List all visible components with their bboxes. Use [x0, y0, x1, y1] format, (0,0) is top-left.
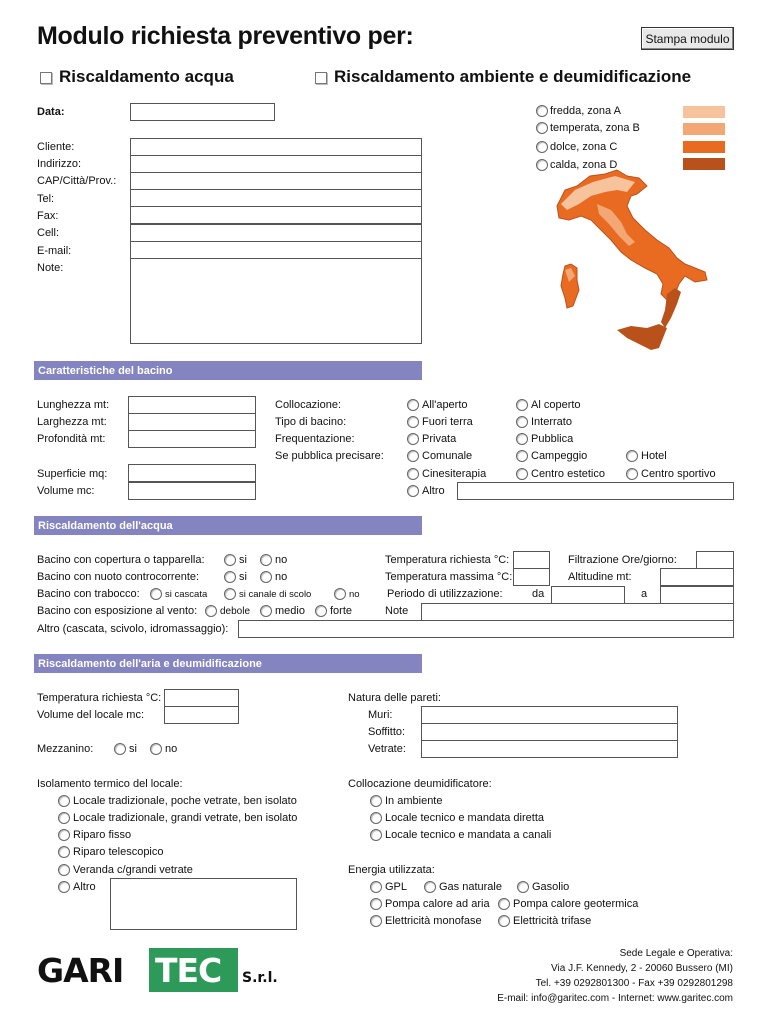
volume-label: Volume mc:	[37, 485, 95, 497]
private-radio[interactable]	[407, 433, 419, 445]
mezzanine-label: Mezzanino:	[37, 743, 94, 755]
public-specify-label: Se pubblica precisare:	[275, 450, 384, 462]
campsite-label: Campeggio	[531, 450, 588, 462]
cover-yes-label: si	[239, 554, 247, 566]
overflow-drain-radio[interactable]	[224, 588, 236, 600]
wind-medium-label: medio	[275, 605, 305, 617]
logo-gari-text: GARI	[37, 951, 124, 990]
overflow-no-label: no	[349, 589, 360, 600]
cell-label: Cell:	[37, 227, 60, 239]
wind-weak-label: debole	[220, 606, 251, 617]
address-label: Indirizzo:	[37, 158, 82, 170]
overflow-cascade-radio[interactable]	[150, 588, 162, 600]
wind-medium-radio[interactable]	[260, 605, 272, 617]
beauty-center-label: Centro estetico	[531, 468, 605, 480]
zone-c-radio[interactable]	[536, 141, 548, 153]
length-label: Lunghezza mt:	[37, 399, 110, 411]
overflow-drain-label: si canale di scolo	[239, 589, 312, 600]
address-field[interactable]	[130, 155, 422, 173]
period-to-field[interactable]	[660, 586, 734, 604]
energy-gpl-label: GPL	[385, 881, 408, 893]
counter-current-no-radio[interactable]	[260, 571, 272, 583]
date-field[interactable]	[130, 103, 275, 121]
energy-natural-gas-label: Gas naturale	[439, 881, 502, 893]
cover-no-label: no	[275, 554, 288, 566]
energy-diesel-radio[interactable]	[517, 881, 529, 893]
energy-single-phase-label: Elettricità monofase	[385, 915, 482, 927]
water-other-field[interactable]	[238, 620, 734, 638]
wind-strong-label: forte	[330, 605, 353, 617]
outdoor-radio[interactable]	[407, 399, 419, 411]
counter-current-yes-radio[interactable]	[224, 571, 236, 583]
wind-weak-radio[interactable]	[205, 605, 217, 617]
zone-d-label: calda, zona D	[550, 159, 618, 171]
insulation-option-radio[interactable]	[58, 846, 70, 858]
ceiling-label: Soffitto:	[368, 726, 406, 738]
surface-label: Superficie mq:	[37, 468, 108, 480]
municipal-radio[interactable]	[407, 450, 419, 462]
email-field[interactable]	[130, 241, 422, 259]
width-label: Larghezza mt:	[37, 416, 107, 428]
mezzanine-no-radio[interactable]	[150, 743, 162, 755]
insulation-other-radio[interactable]	[58, 881, 70, 893]
beauty-center-radio[interactable]	[516, 468, 528, 480]
depth-label: Profondità mt:	[37, 433, 106, 445]
dehumidifier-option-radio[interactable]	[370, 812, 382, 824]
altitude-field[interactable]	[660, 568, 734, 586]
dehumidifier-option-label: In ambiente	[385, 795, 443, 807]
zone-a-label: fredda, zona A	[550, 105, 621, 117]
water-temp-max-label: Temperatura massima °C:	[385, 571, 513, 583]
logo-tec-text: TEC	[155, 951, 222, 990]
section-air-header: Riscaldamento dell'aria e deumidificazione	[34, 654, 422, 673]
private-label: Privata	[422, 433, 457, 445]
overflow-no-radio[interactable]	[334, 588, 346, 600]
period-from-label: da	[532, 588, 545, 600]
energy-label: Energia utilizzata:	[348, 864, 435, 876]
insulation-option-radio[interactable]	[58, 864, 70, 876]
energy-three-phase-radio[interactable]	[498, 915, 510, 927]
filtration-field[interactable]	[696, 551, 734, 569]
notes-field[interactable]	[130, 258, 422, 344]
public-label: Pubblica	[531, 433, 574, 445]
water-other-label: Altro (cascata, scivolo, idromassaggio):	[37, 623, 229, 635]
section-bacino-header: Caratteristiche del bacino	[34, 361, 422, 380]
volume-field[interactable]	[128, 482, 256, 500]
outdoor-label: All'aperto	[422, 399, 468, 411]
period-from-field[interactable]	[551, 586, 625, 604]
dehumidifier-option-label: Locale tecnico e mandata diretta	[385, 812, 544, 824]
company-logo	[37, 948, 277, 992]
zone-c-swatch	[683, 141, 725, 153]
ambient-heating-label: Riscaldamento ambiente e deumidificazione	[334, 67, 692, 86]
energy-gpl-radio[interactable]	[370, 881, 382, 893]
dehumidifier-option-label: Locale tecnico e mandata a canali	[385, 829, 552, 841]
campsite-radio[interactable]	[516, 450, 528, 462]
dehumidifier-option-radio[interactable]	[370, 829, 382, 841]
sports-center-radio[interactable]	[626, 468, 638, 480]
ceiling-field[interactable]	[421, 723, 678, 741]
energy-air-heatpump-label: Pompa calore ad aria	[385, 898, 490, 910]
water-temp-max-field[interactable]	[513, 568, 550, 586]
wind-strong-radio[interactable]	[315, 605, 327, 617]
surface-field[interactable]	[128, 464, 256, 482]
address-phone: Tel. +39 0292801300 - Fax +39 0292801298	[535, 978, 733, 989]
hotel-radio[interactable]	[626, 450, 638, 462]
indoor-radio[interactable]	[516, 399, 528, 411]
energy-diesel-label: Gasolio	[532, 881, 570, 893]
water-heating-label: Riscaldamento acqua	[59, 67, 234, 86]
counter-current-label: Bacino con nuoto controcorrente:	[37, 571, 200, 583]
water-temp-requested-label: Temperatura richiesta °C:	[385, 554, 510, 566]
italy-climate-map	[535, 168, 715, 358]
section-water-header: Riscaldamento dell'acqua	[34, 516, 422, 535]
walls-label: Muri:	[368, 709, 393, 721]
walls-nature-label: Natura delle pareti:	[348, 692, 441, 704]
period-to-label: a	[641, 588, 648, 600]
water-temp-requested-field[interactable]	[513, 551, 550, 569]
client-label: Cliente:	[37, 141, 75, 153]
fax-field[interactable]	[130, 206, 422, 224]
insulation-other-label: Altro	[73, 881, 96, 893]
insulation-option-label: Riparo fisso	[73, 829, 132, 841]
zone-c-label: dolce, zona C	[550, 141, 618, 153]
cover-no-radio[interactable]	[260, 554, 272, 566]
cap-field[interactable]	[130, 172, 422, 190]
overflow-cascade-label: si cascata	[165, 589, 208, 600]
insulation-option-label: Riparo telescopico	[73, 846, 164, 858]
water-heating-checkbox[interactable]	[40, 72, 52, 84]
tel-field[interactable]	[130, 189, 422, 207]
other-pool-label: Altro	[422, 485, 445, 497]
windows-label: Vetrate:	[368, 743, 406, 755]
cap-label: CAP/Città/Prov.:	[37, 175, 117, 187]
cover-yes-radio[interactable]	[224, 554, 236, 566]
insulation-option-radio[interactable]	[58, 812, 70, 824]
air-temp-field[interactable]	[164, 689, 239, 707]
counter-current-yes-label: si	[239, 571, 247, 583]
mezzanine-yes-label: si	[129, 743, 137, 755]
email-label: E-mail:	[37, 245, 72, 257]
dehumidifier-option-radio[interactable]	[370, 795, 382, 807]
municipal-label: Comunale	[422, 450, 473, 462]
energy-single-phase-radio[interactable]	[370, 915, 382, 927]
logo-tec-block	[149, 948, 238, 992]
insulation-other-field[interactable]	[110, 878, 297, 930]
zone-b-swatch	[683, 123, 725, 135]
print-button[interactable]: Stampa modulo	[641, 27, 734, 50]
wind-label: Bacino con esposizione al vento:	[37, 605, 198, 617]
ambient-heating-checkbox[interactable]	[315, 72, 327, 84]
tel-label: Tel:	[37, 193, 55, 205]
zone-b-label: temperata, zona B	[550, 122, 640, 134]
address-street: Via J.F. Kennedy, 2 - 20060 Bussero (MI)	[551, 963, 733, 974]
water-note-label: Note	[385, 605, 409, 617]
date-label: Data:	[37, 106, 65, 118]
insulation-option-label: Veranda c/grandi vetrate	[73, 864, 193, 876]
address-heading: Sede Legale e Operativa:	[619, 948, 733, 959]
energy-geo-heatpump-label: Pompa calore geotermica	[513, 898, 639, 910]
mezzanine-yes-radio[interactable]	[114, 743, 126, 755]
usage-label: Frequentazione:	[275, 433, 355, 445]
company-address-block	[497, 946, 733, 1006]
energy-three-phase-label: Elettricità trifase	[513, 915, 592, 927]
cover-label: Bacino con copertura o tapparella:	[37, 554, 205, 566]
public-radio[interactable]	[516, 433, 528, 445]
filtration-label: Filtrazione Ore/giorno:	[568, 554, 677, 566]
above-ground-label: Fuori terra	[422, 416, 473, 428]
energy-air-heatpump-radio[interactable]	[370, 898, 382, 910]
air-temp-label: Temperatura richiesta °C:	[37, 692, 162, 704]
zone-b-radio[interactable]	[536, 122, 548, 134]
insulation-label: Isolamento termico del locale:	[37, 778, 183, 790]
zone-a-radio[interactable]	[536, 105, 548, 117]
counter-current-no-label: no	[275, 571, 288, 583]
walls-field[interactable]	[421, 706, 678, 724]
insulation-option-radio[interactable]	[58, 829, 70, 841]
room-volume-field[interactable]	[164, 706, 239, 724]
logo-srl-text: S.r.l.	[242, 970, 278, 986]
insulation-option-label: Locale tradizionale, poche vetrate, ben isolato	[73, 795, 297, 807]
client-field[interactable]	[130, 138, 422, 156]
physiotherapy-label: Cinesiterapia	[422, 468, 487, 480]
windows-field[interactable]	[421, 740, 678, 758]
above-ground-radio[interactable]	[407, 416, 419, 428]
mezzanine-no-label: no	[165, 743, 178, 755]
cell-field[interactable]	[130, 224, 422, 242]
width-field[interactable]	[128, 413, 256, 431]
overflow-label: Bacino con trabocco:	[37, 588, 140, 600]
insulation-option-radio[interactable]	[58, 795, 70, 807]
energy-natural-gas-radio[interactable]	[424, 881, 436, 893]
length-field[interactable]	[128, 396, 256, 414]
other-pool-field[interactable]	[457, 482, 734, 500]
insulation-option-label: Locale tradizionale, grandi vetrate, ben isolato	[73, 812, 298, 824]
altitude-label: Altitudine mt:	[568, 571, 632, 583]
energy-geo-heatpump-radio[interactable]	[498, 898, 510, 910]
pool-type-label: Tipo di bacino:	[275, 416, 347, 428]
water-note-field[interactable]	[421, 603, 734, 621]
address-contacts: E-mail: info@garitec.com - Internet: www.garitec.com	[497, 993, 733, 1004]
sports-center-label: Centro sportivo	[641, 468, 716, 480]
room-volume-label: Volume del locale mc:	[37, 709, 144, 721]
depth-field[interactable]	[128, 430, 256, 448]
usage-period-label: Periodo di utilizzazione:	[387, 588, 503, 600]
in-ground-radio[interactable]	[516, 416, 528, 428]
other-pool-radio[interactable]	[407, 485, 419, 497]
dehumidifier-placement-label: Collocazione deumidificatore:	[348, 778, 492, 790]
in-ground-label: Interrato	[531, 416, 572, 428]
fax-label: Fax:	[37, 210, 59, 222]
indoor-label: Al coperto	[531, 399, 581, 411]
hotel-label: Hotel	[641, 450, 667, 462]
zone-a-swatch	[683, 106, 725, 118]
page-title: Modulo richiesta preventivo per:	[37, 22, 414, 50]
note-label: Note:	[37, 262, 64, 274]
physiotherapy-radio[interactable]	[407, 468, 419, 480]
placement-label: Collocazione:	[275, 399, 342, 411]
